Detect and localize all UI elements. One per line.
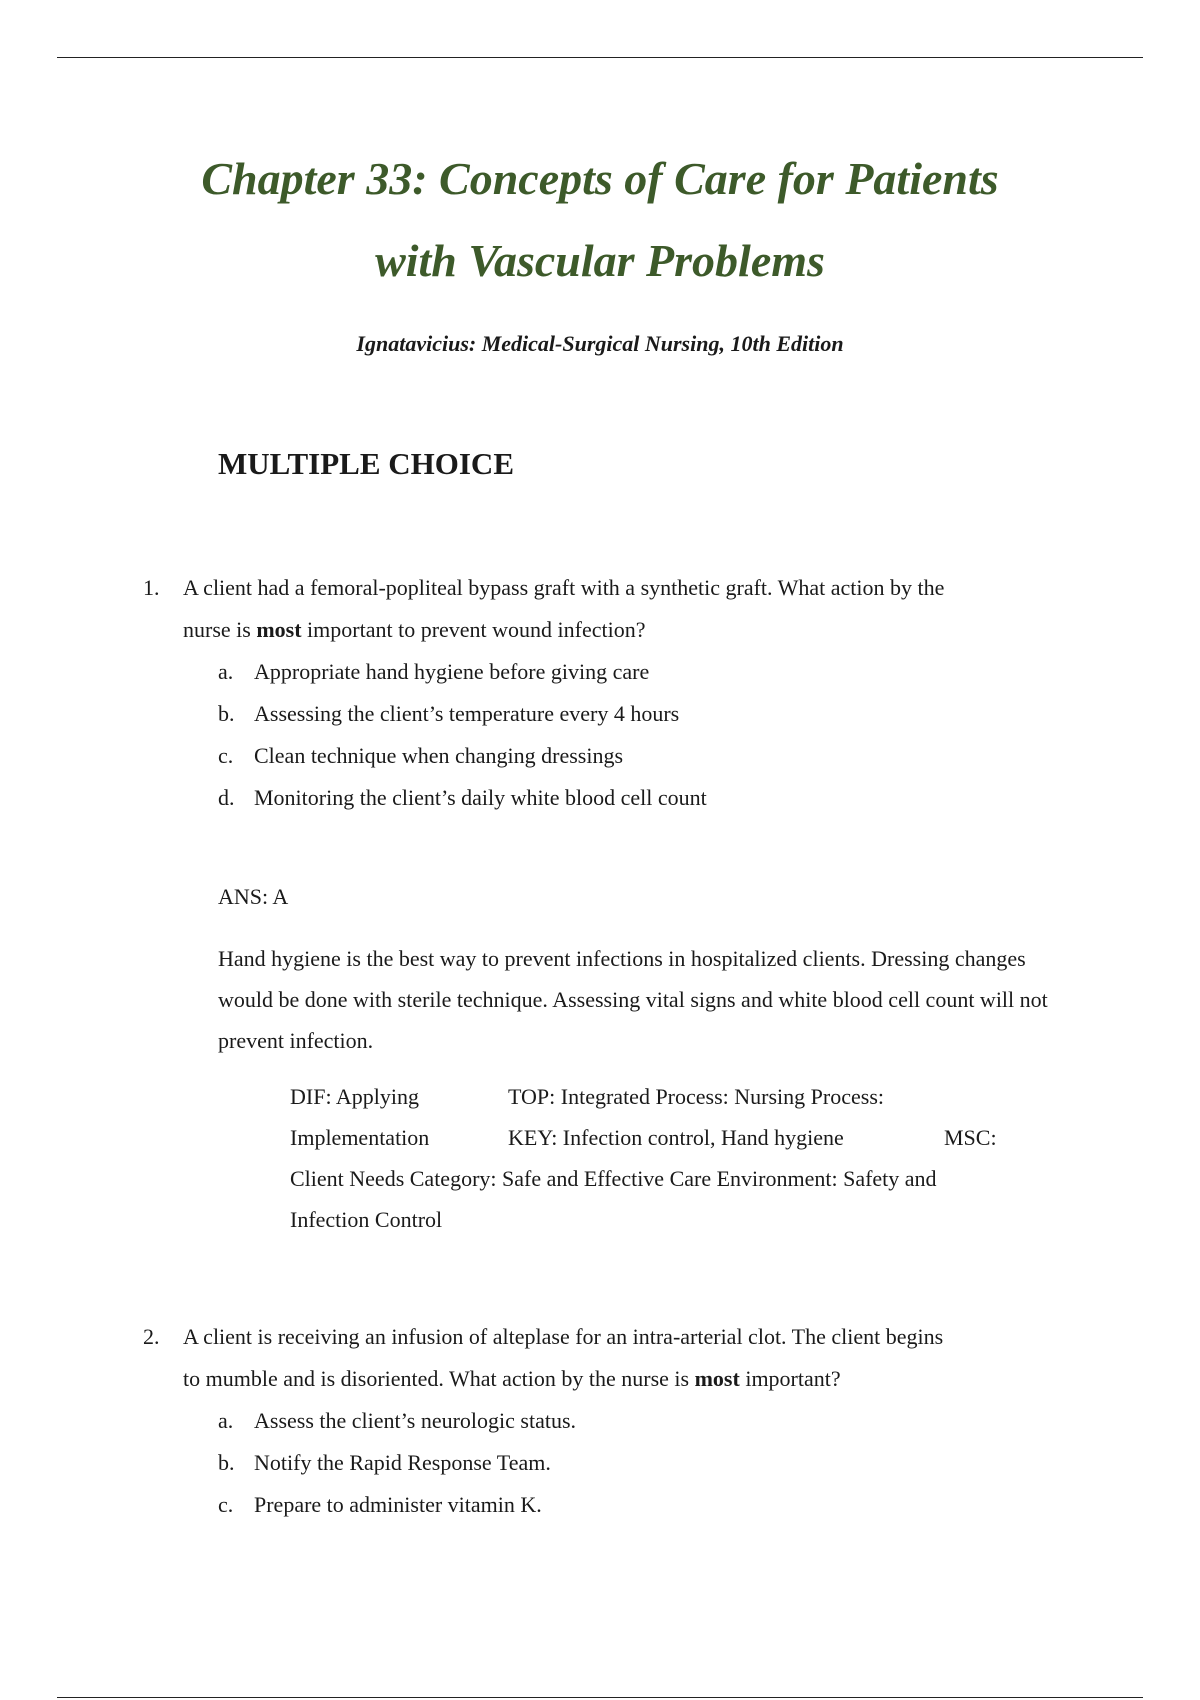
option-letter: c. [218,1492,234,1517]
keywords: KEY: Infection control, Hand hygiene [508,1125,844,1150]
chapter-title [100,138,1100,302]
question-stem-cont [143,1358,1043,1400]
stem-line-1: A client is receiving an infusion of alteplase for an intra-arterial clot. The client begins [183,1324,944,1349]
option-b [143,1442,1043,1484]
option-letter: a. [218,659,234,684]
answer-options [143,651,1043,819]
option-letter: b. [218,1450,235,1475]
option-d [143,777,1043,819]
option-letter: a. [218,1408,234,1433]
bottom-rule [57,1697,1143,1698]
option-text: Monitoring the client’s daily white blood cell count [254,785,707,810]
stem-text: nurse is [183,617,257,642]
stem-text: important? [739,1366,841,1391]
question-1 [143,567,1043,819]
question-metadata [290,1076,1010,1240]
stem-text: to mumble and is disoriented. What action by the nurse is [183,1366,695,1391]
stem-emphasis: most [256,617,302,642]
question-number: 2. [143,1324,160,1349]
msc-category: Client Needs Category: Safe and Effective Care Environment: Safety and [290,1166,937,1191]
option-c [143,735,1043,777]
question-stem-cont [143,609,1043,651]
option-b [143,693,1043,735]
chapter-title-line1: Chapter 33: Concepts of Care for Patients [201,153,999,204]
msc-category-cont: Infection Control [290,1207,443,1232]
stem-emphasis: most [694,1366,740,1391]
answer-options [143,1400,1043,1526]
chapter-title-line2: with Vascular Problems [375,235,825,286]
option-text: Appropriate hand hygiene before giving care [254,659,650,684]
option-c [143,1484,1043,1526]
question-2 [143,1316,1043,1526]
question-stem [143,1316,1043,1358]
msc-label: MSC: [944,1125,997,1150]
option-text: Prepare to administer vitamin K. [254,1492,542,1517]
option-text: Assess the client’s neurologic status. [254,1408,577,1433]
option-letter: d. [218,785,235,810]
section-heading: MULTIPLE CHOICE [218,446,514,481]
topic: TOP: Integrated Process: Nursing Process: [508,1084,884,1109]
option-a [143,1400,1043,1442]
option-letter: c. [218,743,234,768]
topic-continued: Implementation [290,1125,430,1150]
top-rule [57,57,1143,58]
option-a [143,651,1043,693]
question-stem [143,567,1043,609]
stem-line-1: A client had a femoral-popliteal bypass graft with a synthetic graft. What action by the [183,575,945,600]
question-number: 1. [143,575,160,600]
option-letter: b. [218,701,235,726]
answer-key: ANS: A [218,884,289,909]
option-text: Clean technique when changing dressings [254,743,624,768]
book-subtitle: Ignatavicius: Medical-Surgical Nursing, 10th Edition [356,331,844,356]
rationale: Hand hygiene is the best way to prevent infections in hospitalized clients. Dressing changes would be done with sterile technique. Assessing vital signs and white blood cell count will not prevent infection. [218,946,1048,1053]
option-text: Notify the Rapid Response Team. [254,1450,551,1475]
option-text: Assessing the client’s temperature every 4 hours [254,701,680,726]
difficulty: DIF: Applying [290,1084,419,1109]
stem-text: important to prevent wound infection? [301,617,646,642]
